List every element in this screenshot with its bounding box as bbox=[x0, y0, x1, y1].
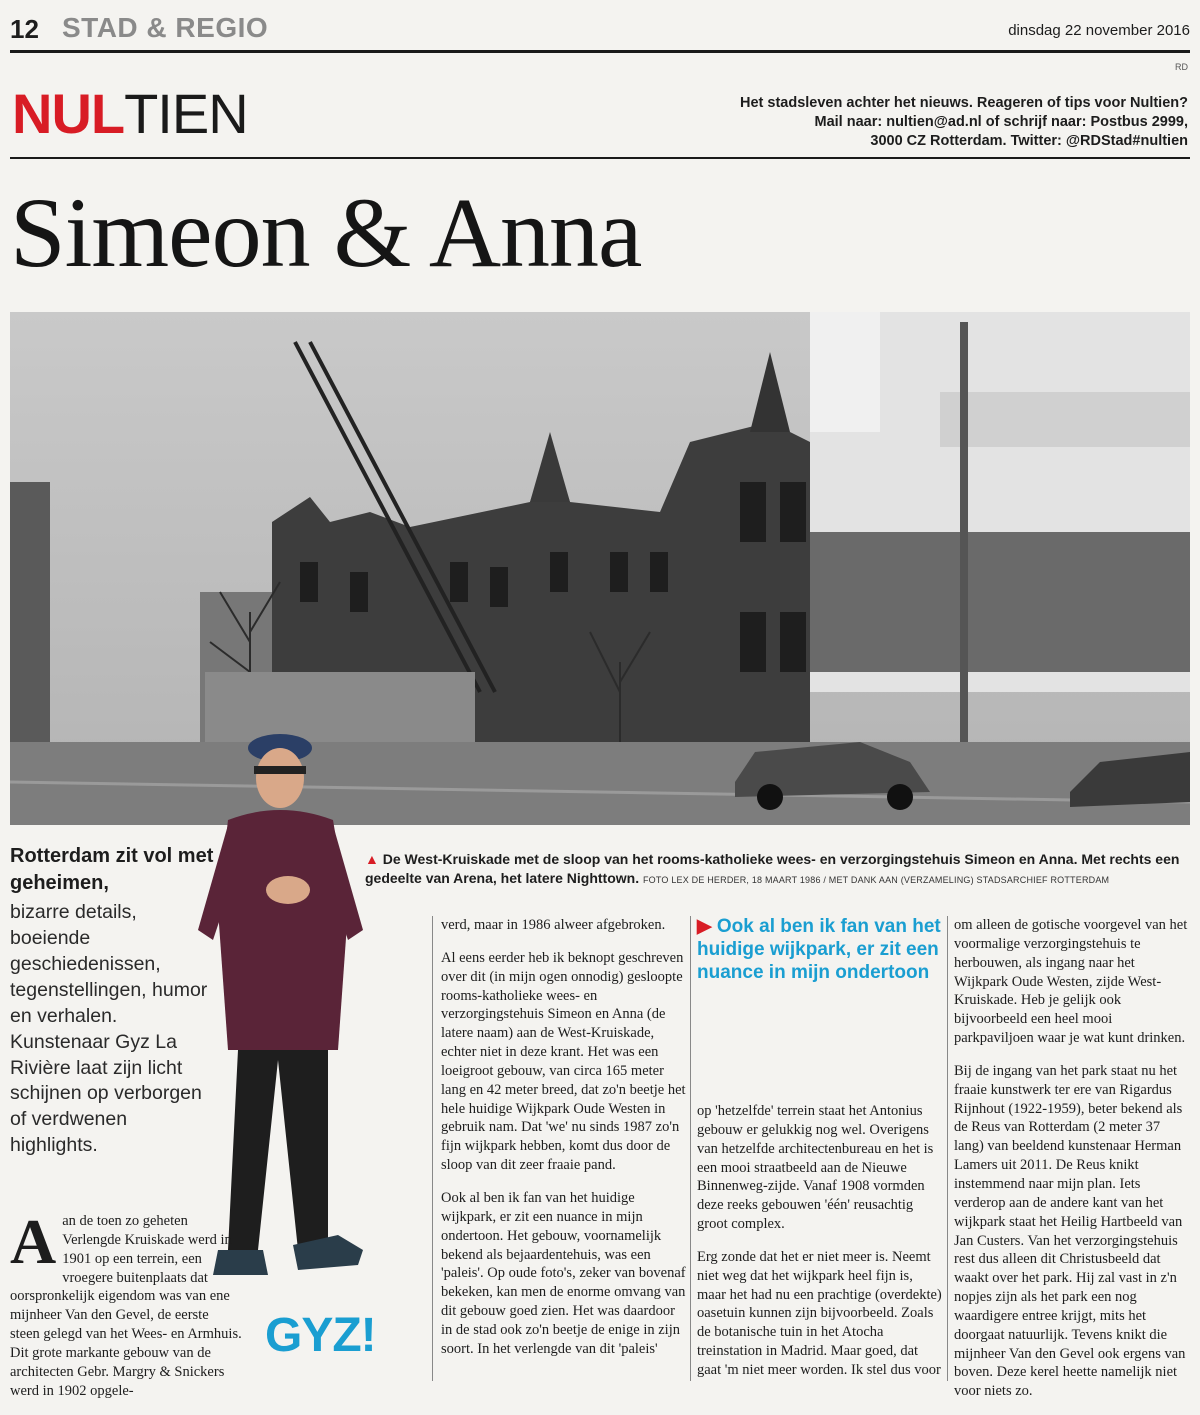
paragraph: an de toen zo geheten Verlengde Kruiskade werd in 1901 op een terrein, een vroegere buitenplaats dat oorspronkelijk eigendom was van ene mijnheer Van den Gevel, de eerste steen gelegd van het Wees- en Armhuis. Dit grote markante gebouw van de architecten Gebr. Margry & Snickers werd in 1902 opgele- bbox=[10, 1213, 242, 1399]
contact-line: Mail naar: nultien@ad.nl of schrijf naar: Postbus 2999, bbox=[814, 113, 1188, 130]
pull-quote-text: Ook al ben ik fan van het huidige wijkpark, er zit een nuance in mijn ondertoon bbox=[697, 916, 941, 983]
rubric-part2: TIEN bbox=[124, 82, 248, 145]
top-rule bbox=[10, 50, 1190, 53]
rubric-logo bbox=[12, 82, 248, 145]
article-column-1 bbox=[10, 1206, 242, 1414]
photo-caption bbox=[365, 850, 1190, 888]
headline: Simeon & Anna bbox=[10, 177, 642, 288]
author-signature: GYZ! bbox=[265, 1309, 376, 1362]
rd-mark: RD bbox=[1175, 62, 1188, 72]
rubric-part1: NUL bbox=[12, 82, 125, 145]
paragraph: Ook al ben ik fan van het huidige wijkpark, er zit een nuance in mijn ondertoon. Het gebouw, voornamelijk bekend als bejaardentehuis, was een 'paleis'. Op oude foto's, zeker van bovenaf bekeken, kan men de enorme omvang van dit gebouw goed zien. Het was daardoor in de stad ook zo'n beetje de enige in zijn soort. In het verlengde van dit 'paleis' bbox=[441, 1189, 686, 1357]
paragraph: Bij de ingang van het park staat nu het fraaie kunstwerk ter ere van Rigardus Rijnhout (1922-1959), beter bekend als de Reus van Rotterdam (2 meter 37 lang) van beeldend kunstenaar Herman Lamers uit 2011. De Reus knikt instemmend naar mijn plan. Iets verderop aan de andere kant van het wijkpark staat het Heilig Hartbeeld van Jan Custers. Van het verzorgingstehuis rest dus alleen dit Christusbeeld dat waakt over het park. Hij zal vast in z'n nopjes zijn als het park een nog waardigere entree krijgt, mits het doorgaat natuurlijk. Tevens knikt die mijnheer Van den Gevel ook ergens van boven. Deze kerel heette namelijk niet voor niets zo. bbox=[954, 1062, 1186, 1400]
contact-line: 3000 CZ Rotterdam. Twitter: @RDStad#nultien bbox=[870, 132, 1188, 149]
contact-line: Het stadsleven achter het nieuws. Reageren of tips voor Nultien? bbox=[740, 95, 1188, 111]
article-column-3 bbox=[697, 1102, 942, 1394]
section-title: STAD & REGIO bbox=[62, 12, 269, 43]
column-divider bbox=[432, 916, 433, 1381]
paragraph: Erg zonde dat het er niet meer is. Neemt niet weg dat het wijkpark heel fijn is, maar het had nu een prachtige (overdekte) oasetuin kunnen zijn bijvoorbeeld. Zoals de botanische tuin in het Atocha treinstation in Madrid. Maar goed, dat gaat 'm niet meer worden. Ik stel dus voor bbox=[697, 1248, 942, 1378]
caption-triangle-icon: ▲ bbox=[365, 851, 379, 867]
paragraph: op 'hetzelfde' terrein staat het Antonius gebouw er gelukkig nog wel. Overigens van hetzelfde architectenbureau en het is een mooi straatbeeld aan de Nieuwe Binnenweg-zijde. Vanaf 1908 vormden deze reeks gebouwen 'één' reusachtig groot complex. bbox=[697, 1103, 934, 1233]
pull-quote bbox=[697, 916, 942, 984]
historic-photo bbox=[10, 312, 1190, 825]
article-column-2 bbox=[441, 916, 686, 1373]
article-column-4 bbox=[954, 916, 1190, 1415]
intro-text: bizarre details, boeiende geschiedenissen, tegenstellingen, humor en verhalen. Kunstenaar Gyz La Rivière laat zijn licht schijnen op verborgen of verdwenen highlights. bbox=[10, 901, 208, 1157]
paragraph: om alleen de gotische voorgevel van het voormalige verzorgingstehuis te herbouwen, als ingang naar het Wijkpark Oude Westen, zijde West-Kruiskade. Heb je gelijk ook bijvoorbeeld een heel mooi parkpaviljoen waar je wat kunt drinken. bbox=[954, 917, 1188, 1047]
page-number: 12 bbox=[10, 14, 39, 44]
caption-text: De West-Kruiskade met de sloop van het rooms-katholieke wees- en verzorgingstehuis Simeon en Anna. Met rechts een gedeelte van Arena, het latere Nighttown. bbox=[365, 851, 1180, 886]
contact-info bbox=[668, 94, 1188, 151]
drop-cap: A bbox=[10, 1206, 57, 1277]
column-divider bbox=[947, 916, 948, 1381]
paragraph: verd, maar in 1986 alweer afgebroken. bbox=[441, 917, 666, 933]
quote-triangle-icon: ▶ bbox=[697, 916, 712, 937]
rubric-rule bbox=[10, 157, 1190, 159]
paragraph: Al eens eerder heb ik beknopt geschreven over dit (in mijn ogen onnodig) gesloopte rooms-katholieke wees- en verzorgingstehuis Simeon en Anna (de latere naam) aan de West-Kruiskade, echter niet in deze krant. Het was een loeigroot gebouw, van circa 165 meter lang en 42 meter breed, dat zo'n beetje het hele huidige Wijkpark Oude Westen in gebruik nam. Dat 'we' nu sinds 1987 zo'n fijn wijkpark hebben, komt dus door de sloop van dit zeer fraaie pand. bbox=[441, 949, 686, 1174]
column-divider bbox=[690, 916, 691, 1381]
issue-date: dinsdag 22 november 2016 bbox=[1008, 22, 1190, 39]
intro-lead: Rotterdam zit vol met geheimen, bbox=[10, 845, 214, 894]
photo-credit: FOTO LEX DE HERDER, 18 MAART 1986 / MET DANK AAN (VERZAMELING) STADSARCHIEF ROTTERDAM bbox=[642, 874, 1110, 885]
